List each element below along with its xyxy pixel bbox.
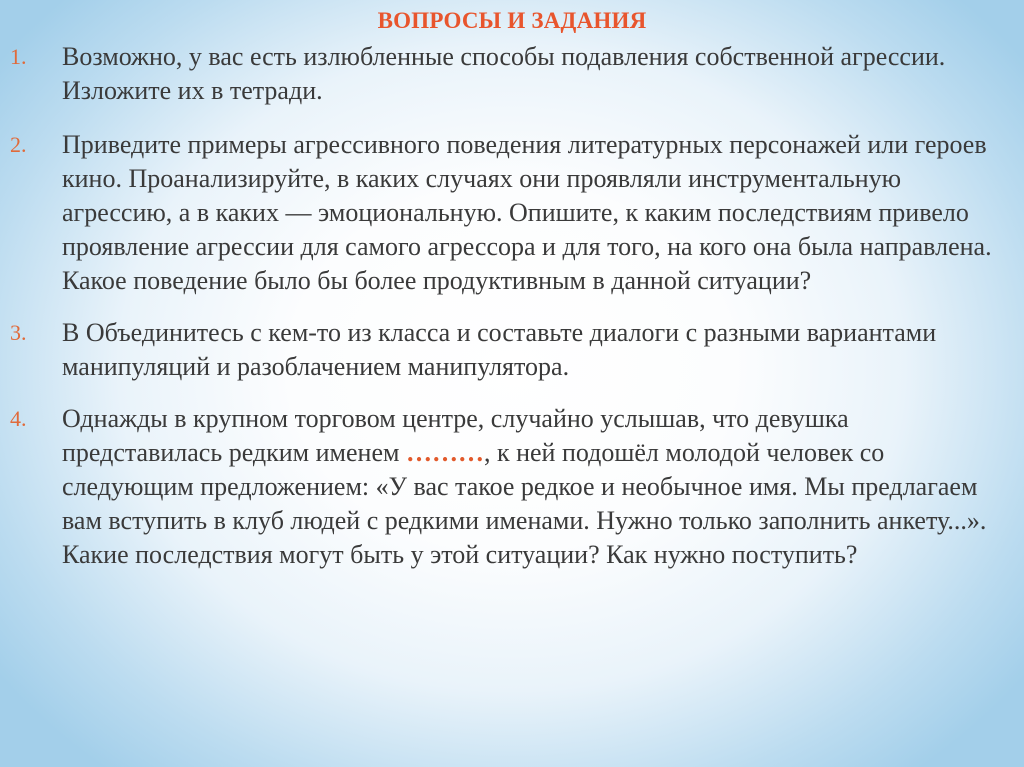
name-blank: ……… [405,438,484,467]
question-number-1: 1. [10,44,27,69]
question-item-4 [10,402,1010,572]
questions-list [10,40,1010,572]
question-number-3: 3. [10,320,27,345]
question-text-3: В Объединитесь с кем-то из класса и составьте диалоги с разными вариантами манипуляций и разоблачением манипулятора. [62,318,937,381]
question-text-4 [62,402,1010,572]
question-text-2: Приведите примеры агрессивного поведения литературных персонажей или героев кино. Проанализируйте, в каких случаях они проявляли инструментальную агрессию, а в каких — эмоциональную. Опишите, к каким последствиям привело проявление агрессии для самого агрессора и для того, на кого она была направлена. Какое поведение было бы более продуктивным в данной ситуации? [62,130,992,295]
slide-title: ВОПРОСЫ И ЗАДАНИЯ [377,8,647,33]
question-text-4-after: , к ней подошёл молодой человек со следующим предложением: «У вас такое редкое и необычное имя. Мы предлагаем вам вступить в клуб людей с редкими именами. Нужно только заполнить анкету...». Какие последствия могут быть у этой ситуации? Как нужно поступить? [62,438,987,569]
question-text-4-before: Однажды в крупном торговом центре, случайно услышав, что девушка представилась редким именем [62,404,849,467]
question-number-2: 2. [10,132,27,157]
question-number-4: 4. [10,406,27,431]
question-text-1: Возможно, у вас есть излюбленные способы подавления собственной агрессии. Изложите их в тетради. [62,42,946,105]
question-item-3 [10,316,1010,384]
question-item-1 [10,40,1010,108]
question-item-2 [10,128,1010,298]
